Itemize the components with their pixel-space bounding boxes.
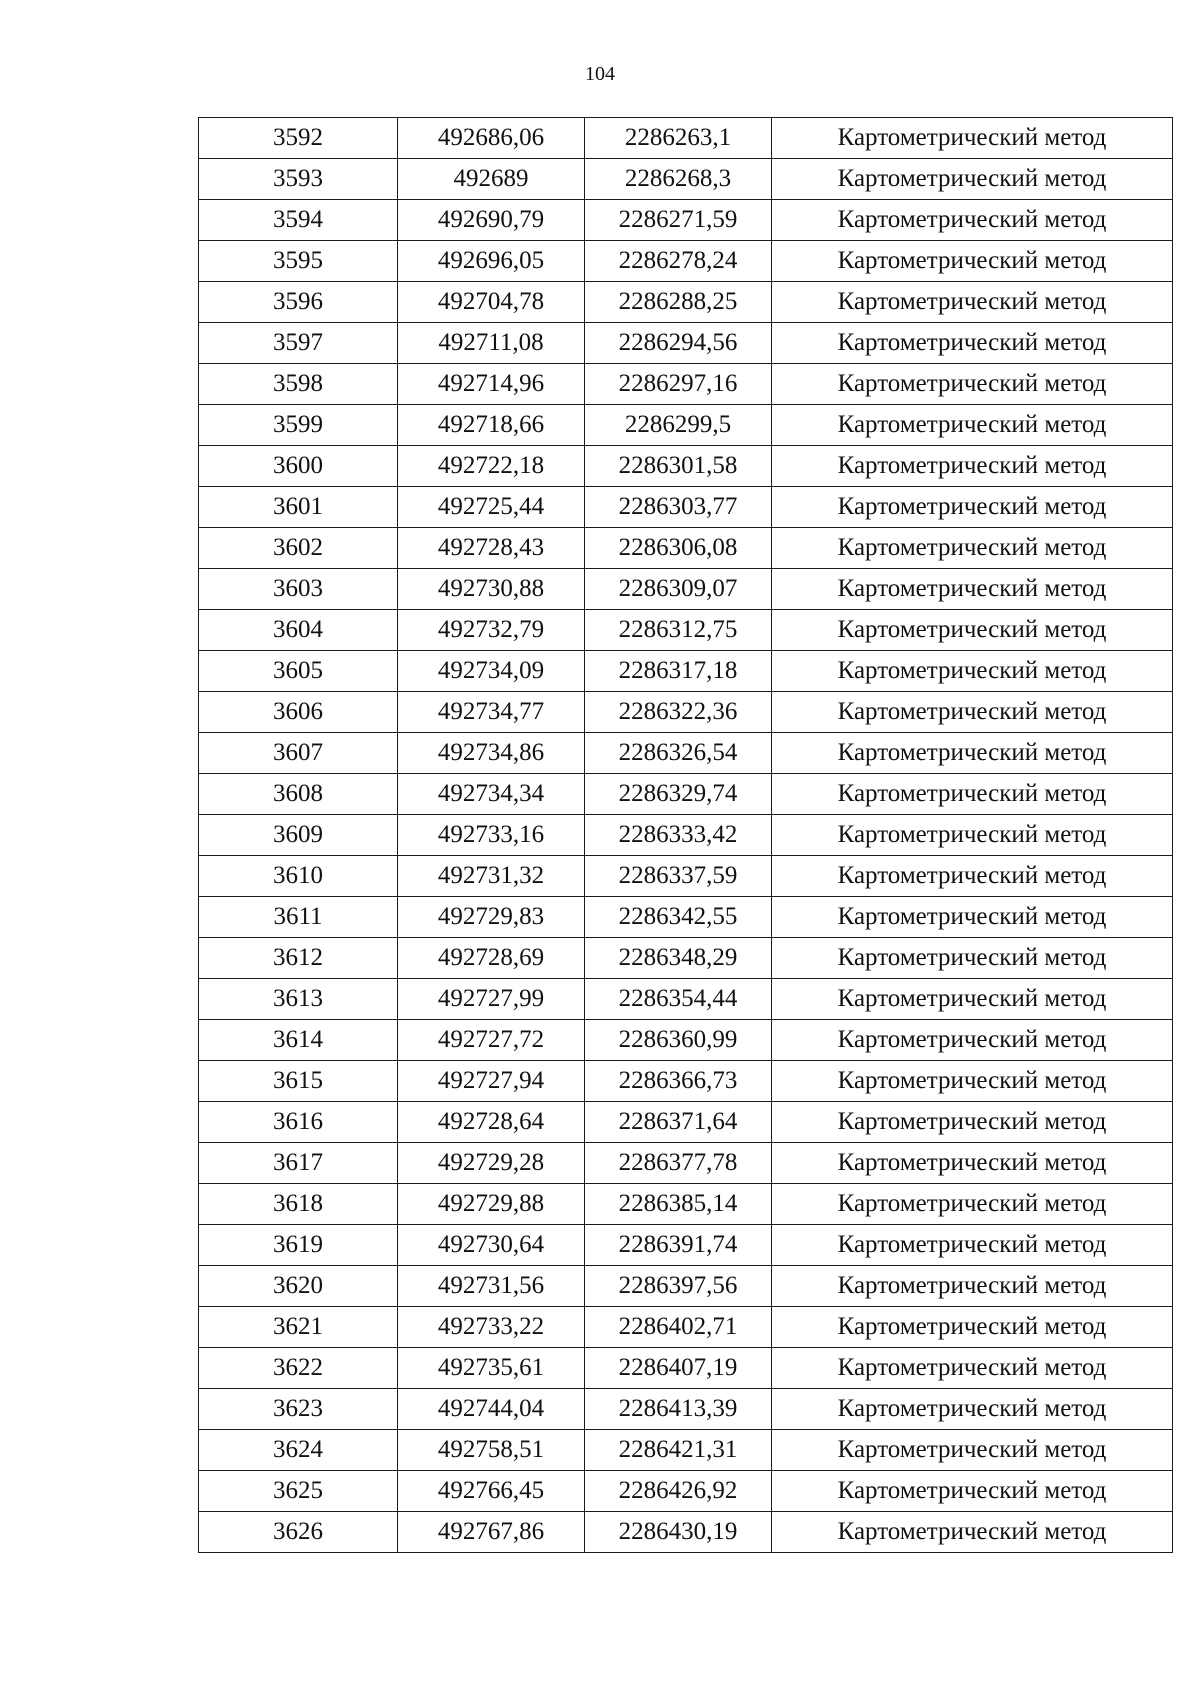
- method-cell: Картометрический метод: [772, 897, 1173, 938]
- table-row: [199, 1184, 1173, 1225]
- y-coordinate-cell: 2286377,78: [585, 1143, 772, 1184]
- x-coordinate-cell: 492728,64: [398, 1102, 585, 1143]
- y-coordinate-cell: 2286294,56: [585, 323, 772, 364]
- point-number-cell: 3624: [199, 1430, 398, 1471]
- x-coordinate-cell: 492730,88: [398, 569, 585, 610]
- x-coordinate-cell: 492730,64: [398, 1225, 585, 1266]
- table-row: [199, 1512, 1173, 1553]
- y-coordinate-cell: 2286322,36: [585, 692, 772, 733]
- y-coordinate-cell: 2286397,56: [585, 1266, 772, 1307]
- point-number-cell: 3599: [199, 405, 398, 446]
- table-row: [199, 979, 1173, 1020]
- table-row: [199, 159, 1173, 200]
- y-coordinate-cell: 2286426,92: [585, 1471, 772, 1512]
- y-coordinate-cell: 2286278,24: [585, 241, 772, 282]
- method-cell: Картометрический метод: [772, 1348, 1173, 1389]
- x-coordinate-cell: 492766,45: [398, 1471, 585, 1512]
- y-coordinate-cell: 2286326,54: [585, 733, 772, 774]
- y-coordinate-cell: 2286413,39: [585, 1389, 772, 1430]
- table-row: [199, 487, 1173, 528]
- table-row: [199, 241, 1173, 282]
- table-row: [199, 1266, 1173, 1307]
- method-cell: Картометрический метод: [772, 1143, 1173, 1184]
- method-cell: Картометрический метод: [772, 487, 1173, 528]
- y-coordinate-cell: 2286306,08: [585, 528, 772, 569]
- method-cell: Картометрический метод: [772, 1020, 1173, 1061]
- x-coordinate-cell: 492767,86: [398, 1512, 585, 1553]
- x-coordinate-cell: 492718,66: [398, 405, 585, 446]
- method-cell: Картометрический метод: [772, 159, 1173, 200]
- table-row: [199, 528, 1173, 569]
- method-cell: Картометрический метод: [772, 282, 1173, 323]
- x-coordinate-cell: 492744,04: [398, 1389, 585, 1430]
- y-coordinate-cell: 2286354,44: [585, 979, 772, 1020]
- point-number-cell: 3593: [199, 159, 398, 200]
- method-cell: Картометрический метод: [772, 979, 1173, 1020]
- x-coordinate-cell: 492711,08: [398, 323, 585, 364]
- table-row: [199, 1020, 1173, 1061]
- table-row: [199, 651, 1173, 692]
- table-row: [199, 282, 1173, 323]
- y-coordinate-cell: 2286333,42: [585, 815, 772, 856]
- point-number-cell: 3618: [199, 1184, 398, 1225]
- method-cell: Картометрический метод: [772, 1471, 1173, 1512]
- table-row: [199, 1061, 1173, 1102]
- y-coordinate-cell: 2286430,19: [585, 1512, 772, 1553]
- x-coordinate-cell: 492727,94: [398, 1061, 585, 1102]
- x-coordinate-cell: 492714,96: [398, 364, 585, 405]
- method-cell: Картометрический метод: [772, 1266, 1173, 1307]
- table-row: [199, 1348, 1173, 1389]
- y-coordinate-cell: 2286309,07: [585, 569, 772, 610]
- point-number-cell: 3602: [199, 528, 398, 569]
- method-cell: Картометрический метод: [772, 1102, 1173, 1143]
- y-coordinate-cell: 2286342,55: [585, 897, 772, 938]
- x-coordinate-cell: 492734,77: [398, 692, 585, 733]
- x-coordinate-cell: 492722,18: [398, 446, 585, 487]
- method-cell: Картометрический метод: [772, 118, 1173, 159]
- x-coordinate-cell: 492725,44: [398, 487, 585, 528]
- table-row: [199, 323, 1173, 364]
- point-number-cell: 3601: [199, 487, 398, 528]
- y-coordinate-cell: 2286297,16: [585, 364, 772, 405]
- method-cell: Картометрический метод: [772, 528, 1173, 569]
- method-cell: Картометрический метод: [772, 938, 1173, 979]
- point-number-cell: 3595: [199, 241, 398, 282]
- x-coordinate-cell: 492686,06: [398, 118, 585, 159]
- x-coordinate-cell: 492731,32: [398, 856, 585, 897]
- y-coordinate-cell: 2286407,19: [585, 1348, 772, 1389]
- point-number-cell: 3612: [199, 938, 398, 979]
- x-coordinate-cell: 492696,05: [398, 241, 585, 282]
- y-coordinate-cell: 2286299,5: [585, 405, 772, 446]
- y-coordinate-cell: 2286303,77: [585, 487, 772, 528]
- table-row: [199, 692, 1173, 733]
- x-coordinate-cell: 492734,09: [398, 651, 585, 692]
- method-cell: Картометрический метод: [772, 569, 1173, 610]
- x-coordinate-cell: 492732,79: [398, 610, 585, 651]
- method-cell: Картометрический метод: [772, 1225, 1173, 1266]
- table-body: [199, 118, 1173, 1553]
- point-number-cell: 3600: [199, 446, 398, 487]
- method-cell: Картометрический метод: [772, 815, 1173, 856]
- x-coordinate-cell: 492727,72: [398, 1020, 585, 1061]
- x-coordinate-cell: 492729,28: [398, 1143, 585, 1184]
- x-coordinate-cell: 492689: [398, 159, 585, 200]
- y-coordinate-cell: 2286317,18: [585, 651, 772, 692]
- x-coordinate-cell: 492729,88: [398, 1184, 585, 1225]
- method-cell: Картометрический метод: [772, 1512, 1173, 1553]
- y-coordinate-cell: 2286263,1: [585, 118, 772, 159]
- table-row: [199, 610, 1173, 651]
- y-coordinate-cell: 2286371,64: [585, 1102, 772, 1143]
- x-coordinate-cell: 492734,34: [398, 774, 585, 815]
- y-coordinate-cell: 2286312,75: [585, 610, 772, 651]
- point-number-cell: 3613: [199, 979, 398, 1020]
- table-row: [199, 446, 1173, 487]
- method-cell: Картометрический метод: [772, 364, 1173, 405]
- table-row: [199, 1389, 1173, 1430]
- table-row: [199, 1430, 1173, 1471]
- page-number: 104: [585, 63, 615, 85]
- y-coordinate-cell: 2286360,99: [585, 1020, 772, 1061]
- y-coordinate-cell: 2286288,25: [585, 282, 772, 323]
- point-number-cell: 3610: [199, 856, 398, 897]
- point-number-cell: 3594: [199, 200, 398, 241]
- method-cell: Картометрический метод: [772, 405, 1173, 446]
- y-coordinate-cell: 2286301,58: [585, 446, 772, 487]
- table-row: [199, 856, 1173, 897]
- table-row: [199, 1225, 1173, 1266]
- x-coordinate-cell: 492727,99: [398, 979, 585, 1020]
- table-row: [199, 1143, 1173, 1184]
- x-coordinate-cell: 492731,56: [398, 1266, 585, 1307]
- method-cell: Картометрический метод: [772, 651, 1173, 692]
- point-number-cell: 3592: [199, 118, 398, 159]
- method-cell: Картометрический метод: [772, 692, 1173, 733]
- y-coordinate-cell: 2286337,59: [585, 856, 772, 897]
- table-row: [199, 1471, 1173, 1512]
- x-coordinate-cell: 492733,16: [398, 815, 585, 856]
- table-row: [199, 938, 1173, 979]
- table-row: [199, 733, 1173, 774]
- method-cell: Картометрический метод: [772, 241, 1173, 282]
- method-cell: Картометрический метод: [772, 1389, 1173, 1430]
- point-number-cell: 3606: [199, 692, 398, 733]
- x-coordinate-cell: 492729,83: [398, 897, 585, 938]
- method-cell: Картометрический метод: [772, 1184, 1173, 1225]
- point-number-cell: 3615: [199, 1061, 398, 1102]
- point-number-cell: 3617: [199, 1143, 398, 1184]
- point-number-cell: 3623: [199, 1389, 398, 1430]
- y-coordinate-cell: 2286366,73: [585, 1061, 772, 1102]
- method-cell: Картометрический метод: [772, 200, 1173, 241]
- point-number-cell: 3614: [199, 1020, 398, 1061]
- y-coordinate-cell: 2286391,74: [585, 1225, 772, 1266]
- table-row: [199, 364, 1173, 405]
- y-coordinate-cell: 2286348,29: [585, 938, 772, 979]
- point-number-cell: 3616: [199, 1102, 398, 1143]
- x-coordinate-cell: 492758,51: [398, 1430, 585, 1471]
- point-number-cell: 3607: [199, 733, 398, 774]
- x-coordinate-cell: 492704,78: [398, 282, 585, 323]
- point-number-cell: 3596: [199, 282, 398, 323]
- point-number-cell: 3611: [199, 897, 398, 938]
- y-coordinate-cell: 2286402,71: [585, 1307, 772, 1348]
- table-row: [199, 200, 1173, 241]
- table-row: [199, 774, 1173, 815]
- point-number-cell: 3598: [199, 364, 398, 405]
- y-coordinate-cell: 2286385,14: [585, 1184, 772, 1225]
- x-coordinate-cell: 492733,22: [398, 1307, 585, 1348]
- point-number-cell: 3603: [199, 569, 398, 610]
- table-row: [199, 1102, 1173, 1143]
- y-coordinate-cell: 2286271,59: [585, 200, 772, 241]
- method-cell: Картометрический метод: [772, 446, 1173, 487]
- x-coordinate-cell: 492690,79: [398, 200, 585, 241]
- table-row: [199, 815, 1173, 856]
- x-coordinate-cell: 492728,69: [398, 938, 585, 979]
- table-row: [199, 118, 1173, 159]
- y-coordinate-cell: 2286268,3: [585, 159, 772, 200]
- coordinates-table: [198, 117, 1173, 1553]
- point-number-cell: 3597: [199, 323, 398, 364]
- method-cell: Картометрический метод: [772, 323, 1173, 364]
- y-coordinate-cell: 2286421,31: [585, 1430, 772, 1471]
- point-number-cell: 3626: [199, 1512, 398, 1553]
- method-cell: Картометрический метод: [772, 1307, 1173, 1348]
- point-number-cell: 3604: [199, 610, 398, 651]
- table-row: [199, 569, 1173, 610]
- point-number-cell: 3609: [199, 815, 398, 856]
- point-number-cell: 3619: [199, 1225, 398, 1266]
- method-cell: Картометрический метод: [772, 610, 1173, 651]
- table-row: [199, 1307, 1173, 1348]
- method-cell: Картометрический метод: [772, 856, 1173, 897]
- point-number-cell: 3622: [199, 1348, 398, 1389]
- y-coordinate-cell: 2286329,74: [585, 774, 772, 815]
- table-row: [199, 405, 1173, 446]
- method-cell: Картометрический метод: [772, 774, 1173, 815]
- table-row: [199, 897, 1173, 938]
- method-cell: Картометрический метод: [772, 1061, 1173, 1102]
- point-number-cell: 3621: [199, 1307, 398, 1348]
- point-number-cell: 3605: [199, 651, 398, 692]
- x-coordinate-cell: 492728,43: [398, 528, 585, 569]
- point-number-cell: 3608: [199, 774, 398, 815]
- method-cell: Картометрический метод: [772, 733, 1173, 774]
- x-coordinate-cell: 492734,86: [398, 733, 585, 774]
- point-number-cell: 3620: [199, 1266, 398, 1307]
- method-cell: Картометрический метод: [772, 1430, 1173, 1471]
- point-number-cell: 3625: [199, 1471, 398, 1512]
- x-coordinate-cell: 492735,61: [398, 1348, 585, 1389]
